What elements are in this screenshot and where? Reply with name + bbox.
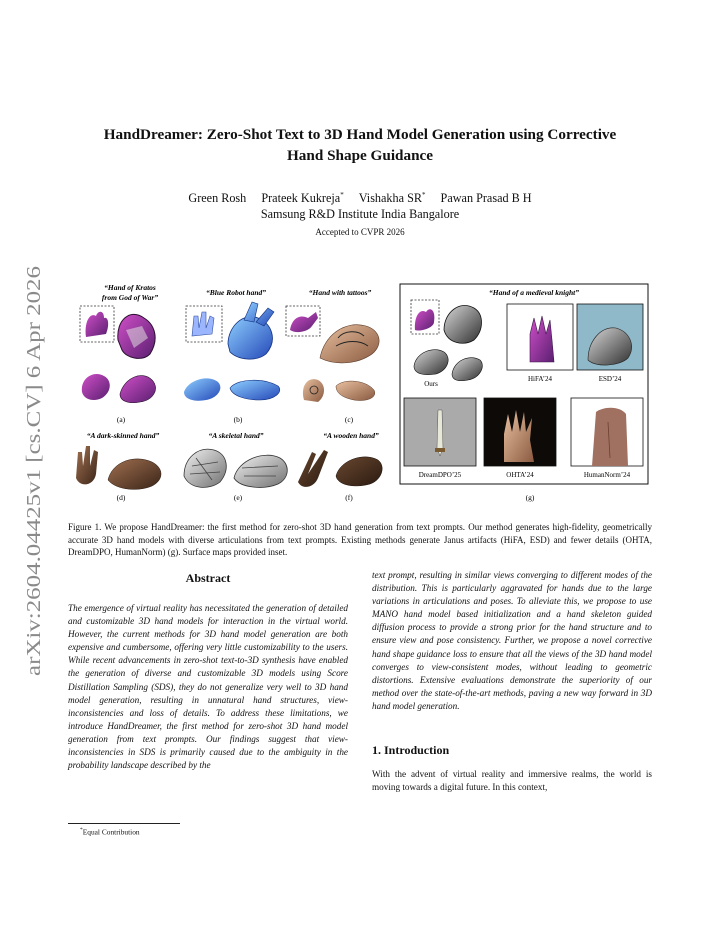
panel-b — [184, 288, 280, 424]
method-label-humannorm: HumanNorm’24 — [583, 471, 631, 479]
panel-g — [400, 284, 648, 502]
panel-label-c: (c) — [344, 415, 354, 424]
prompt-b: “Blue Robot hand” — [205, 288, 267, 297]
panel-label-a: (a) — [116, 415, 126, 424]
paper-title — [60, 124, 660, 166]
accepted-note: Accepted to CVPR 2026 — [315, 227, 405, 237]
introduction-text: With the advent of virtual reality and immersive realms, the world is moving towards a digital future. In this context, — [372, 769, 652, 793]
method-label-esd: ESD’24 — [598, 375, 622, 383]
prompt-f: “A wooden hand” — [323, 431, 379, 440]
abstract-text-left: The emergence of virtual reality has necessitated the generation of detailed and customizable 3D hand models for interaction in the virtual world. However, the current methods for 3D hand model generation are both expensive and cumbersome, offering very little customizability to the users. While recent advancements in zero-shot text-to-3D synthesis have enabled the generation of diverse and customizable 3D models using Score Distillation Sampling (SDS), they do not generalize very well to 3D hand model generation, resulting in unnatural hand structures, view-inconsistencies and loss of details. To address these limitations, we introduce HandDreamer, the first method for zero-shot 3D hand model generation from text prompts. Our findings suggest that view-inconsistencies in SDS is primarily caused due to the ambiguity in the probability landscape described by the — [68, 603, 348, 771]
panel-label-g: (g) — [525, 493, 535, 502]
panel-f — [298, 431, 382, 502]
footnote-mark: * — [80, 827, 83, 833]
author: Prateek Kukreja* — [261, 191, 344, 206]
affiliation: Samsung R&D Institute India Bangalore — [260, 207, 460, 221]
panel-c — [286, 288, 379, 424]
prompt-a-line1: “Hand of Kratos — [104, 283, 156, 292]
introduction-heading: 1. Introduction — [372, 743, 450, 758]
prompt-d: “A dark-skinned hand” — [86, 431, 160, 440]
footnote-rule — [68, 823, 180, 824]
footnote-text: Equal Contribution — [82, 827, 140, 837]
panel-label-b: (b) — [233, 415, 243, 424]
arxiv-stamp-text: arXiv:2604.04425v1 [cs.CV] 6 Apr 2026 — [24, 355, 45, 676]
prompt-g: “Hand of a medieval knight” — [489, 288, 579, 297]
prompt-a-line2: from God of War” — [101, 293, 159, 302]
method-label-ohta: OHTA’24 — [506, 471, 534, 479]
author: Vishakha SR* — [358, 191, 426, 206]
author: Green Rosh — [188, 191, 247, 206]
author-list — [60, 191, 660, 206]
method-label-hifa: HiFA’24 — [528, 375, 552, 383]
panel-e — [184, 431, 287, 502]
method-label-ours: Ours — [424, 380, 438, 388]
right-column — [372, 571, 652, 794]
panel-label-d: (d) — [116, 493, 126, 502]
figure-caption: Figure 1. We propose HandDreamer: the first method for zero-shot 3D hand generation from text prompts. Our method generates high-fidelity, geometrically accurate 3D hand models with diverse articulations from text prompts. Existing methods generate Janus artifacts (HiFA, ESD) and fewer details (OHTA, DreamDPO, HumanNorm) (g). Surface maps provided inset. — [68, 522, 652, 558]
footnote — [80, 827, 140, 836]
title-line-2: Hand Shape Guidance — [286, 147, 434, 164]
prompt-c: “Hand with tattoos” — [308, 288, 372, 297]
method-label-dreamdpo: DreamDPO’25 — [418, 471, 462, 479]
panel-d — [76, 431, 161, 502]
abstract-heading: Abstract — [185, 571, 231, 585]
panel-a — [80, 283, 158, 424]
title-line-1: HandDreamer: Zero-Shot Text to 3D Hand Model Generation using Corrective — [103, 126, 617, 143]
abstract-text-right: text prompt, resulting in similar views converging to different modes of the distribution. This is particularly aggravated for hands due to the large variations in articulations and poses. To alleviate this, we propose to use MANO hand model based initialization and a hand skeleton guided diffusion process to provide a strong prior for the hand structure and to ensure view and pose consistency. Further, we propose a novel corrective hand shape guidance loss to ensure that all the views of the 3D hand model converges to view-consistent modes, without leading to geometric distortions. Extensive evaluations demonstrate the superiority of our method over the state-of-the-art methods, paving a new way forward in 3D hand model generation. — [372, 570, 652, 711]
figure-1 — [68, 282, 652, 512]
panel-label-f: (f) — [345, 493, 353, 502]
arxiv-stamp — [6, 260, 56, 680]
author: Pawan Prasad B H — [440, 191, 532, 206]
left-column — [68, 571, 348, 772]
prompt-e: “A skeletal hand” — [208, 431, 264, 440]
panel-label-e: (e) — [233, 493, 243, 502]
